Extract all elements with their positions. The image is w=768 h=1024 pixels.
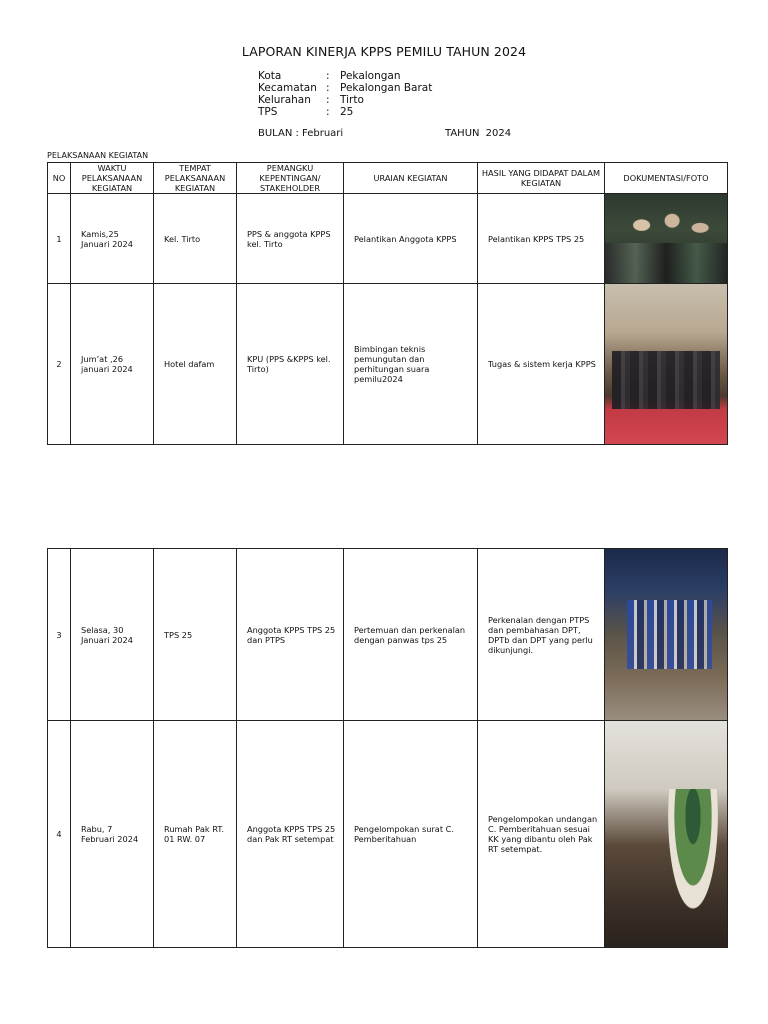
cell-photo [605,721,728,948]
cell-tempat [154,549,237,721]
cell-text: Kel. Tirto [164,233,201,244]
cell-text: Anggota KPPS TPS 25 dan Pak RT setempat [247,824,336,844]
cell-hasil [478,549,605,721]
meta-value: Pekalongan [340,70,401,82]
meta-colon: : [326,94,330,106]
header-tempat: TEMPAT PELAKSANAAN KEGIATAN [154,163,237,194]
meta-label: TPS [258,106,278,118]
meta-label: Kecamatan [258,82,317,94]
meta-value: Pekalongan Barat [340,82,433,94]
documentation-photo [605,194,727,283]
cell-waktu [71,549,154,721]
table-row [48,549,728,721]
cell-text: Pelantikan KPPS TPS 25 [488,233,585,244]
cell-text: Jum’at ,26 januari 2024 [81,354,133,374]
meta-value: Tirto [340,94,364,106]
meta-row-kecamatan [258,82,432,94]
cell-uraian [344,284,478,445]
cell-pemangku [237,549,344,721]
cell-pemangku [237,194,344,284]
cell-no: 4 [48,721,71,948]
year-label: TAHUN 2024 [445,128,512,139]
cell-hasil [478,721,605,948]
cell-waktu [71,721,154,948]
activity-table-page1 [47,162,728,445]
cell-tempat [154,194,237,284]
cell-text: Pengelompokan surat C. Pemberitahuan [354,824,454,844]
cell-text: Perkenalan dengan PTPS dan pembahasan DPT, DPTb dan DPT yang perlu dikunjungi. [488,614,593,655]
table-row [48,721,728,948]
header-no: NO [48,163,71,194]
cell-uraian [344,194,478,284]
cell-photo [605,194,728,284]
cell-text: Bimbingan teknis pemungutan dan perhitungan suara pemilu2024 [354,344,430,384]
meta-colon: : [326,70,330,82]
cell-photo [605,284,728,445]
cell-waktu [71,284,154,445]
header-hasil: HASIL YANG DIDAPAT DALAM KEGIATAN [478,163,605,194]
meta-label: Kota [258,70,282,82]
meta-colon: : [326,106,330,118]
cell-hasil [478,284,605,445]
cell-text: Pelantikan Anggota KPPS [354,233,457,244]
cell-photo [605,549,728,721]
cell-tempat [154,284,237,445]
meta-label: Kelurahan [258,94,311,106]
cell-text: Rabu, 7 Februari 2024 [81,824,139,844]
header-uraian: URAIAN KEGIATAN [344,163,478,194]
cell-waktu [71,194,154,284]
cell-text: Pengelompokan undangan C. Pemberitahuan sesuai KK yang dibantu oleh Pak RT setempat. [488,814,598,854]
cell-hasil [478,194,605,284]
cell-text: KPU (PPS &KPPS kel. Tirto) [247,354,331,374]
cell-uraian [344,721,478,948]
header-dokumentasi: DOKUMENTASI/FOTO [605,163,728,194]
meta-value: 25 [340,106,354,118]
cell-text: Selasa, 30 Januari 2024 [81,624,133,645]
meta-row-kota [258,70,432,82]
cell-no: 3 [48,549,71,721]
meta-colon: : [326,82,330,94]
month-label: BULAN : Februari [258,128,344,139]
cell-text: PPS & anggota KPPS kel. Tirto [247,228,331,249]
documentation-photo [605,721,727,947]
cell-no: 2 [48,284,71,445]
meta-row-kelurahan [258,94,432,106]
cell-text: Tugas & sistem kerja KPPS [488,359,596,369]
cell-uraian [344,549,478,721]
report-meta [258,70,432,118]
cell-text: TPS 25 [164,629,193,640]
header-pemangku: PEMANGKU KEPENTINGAN/ STAKEHOLDER [237,163,344,194]
cell-text: Rumah Pak RT. 01 RW. 07 [164,824,224,844]
documentation-photo [605,284,727,444]
meta-row-tps [258,106,432,118]
report-title: LAPORAN KINERJA KPPS PEMILU TAHUN 2024 [241,44,527,59]
cell-pemangku [237,284,344,445]
cell-no: 1 [48,194,71,284]
table-row [48,194,728,284]
activity-table-page2 [47,548,728,948]
cell-text: Hotel dafam [164,359,215,369]
section-title: PELAKSANAAN KEGIATAN [47,151,149,160]
cell-text: Kamis,25 Januari 2024 [81,228,133,249]
cell-pemangku [237,721,344,948]
cell-text: Pertemuan dan perkenalan dengan panwas tps 25 [354,624,466,645]
cell-tempat [154,721,237,948]
table-row [48,284,728,445]
cell-text: Anggota KPPS TPS 25 dan PTPS [247,624,336,645]
table-header-row [48,163,728,194]
header-waktu: WAKTU PELAKSANAAN KEGIATAN [71,163,154,194]
documentation-photo [605,549,727,720]
